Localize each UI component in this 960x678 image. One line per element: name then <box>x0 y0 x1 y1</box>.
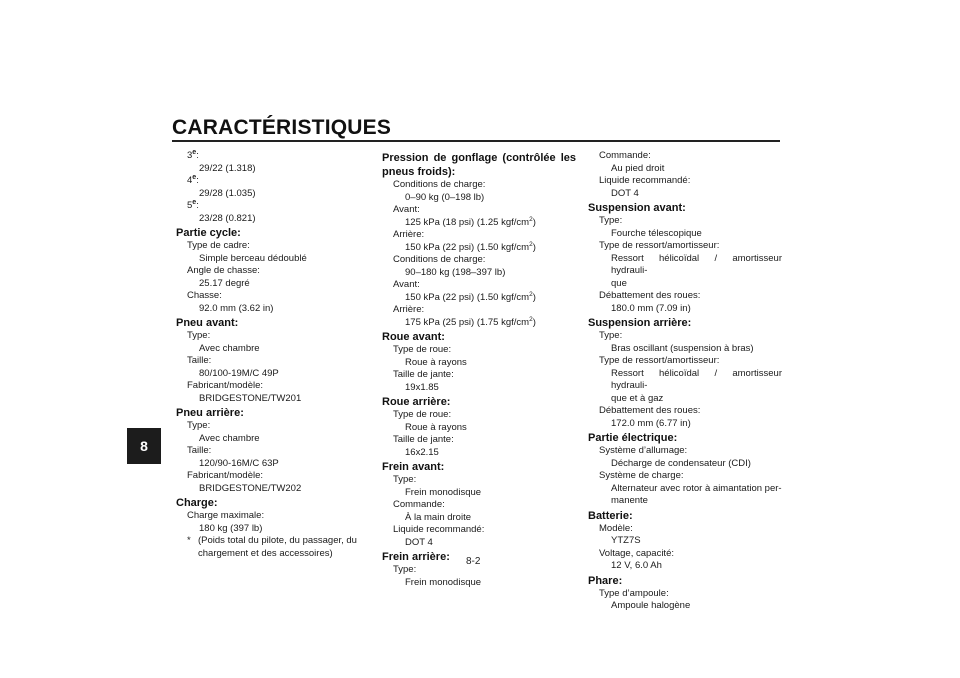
spec-label: Commande: <box>393 499 445 510</box>
section-heading-charge: Charge: <box>176 497 218 509</box>
spec-value: 180 kg (397 lb) <box>199 522 263 534</box>
spec-value-continuation: que <box>611 277 627 289</box>
spec-label: Type de roue: <box>393 344 452 355</box>
spec-label: Type: <box>599 330 623 341</box>
spec-value: 25.17 degré <box>199 277 250 289</box>
spec-label: Taille de jante: <box>393 369 454 380</box>
spec-value: Roue à rayons <box>405 421 467 433</box>
spec-value: Avec chambre <box>199 342 260 354</box>
spec-value: 92.0 mm (3.62 in) <box>199 302 274 314</box>
spec-label: Conditions de charge: <box>393 179 486 190</box>
spec-value: Simple berceau dédoublé <box>199 252 307 264</box>
spec-label: Type de ressort/amortisseur: <box>599 355 720 366</box>
section-heading-frein-avant: Frein avant: <box>382 461 445 473</box>
spec-value: Ressort hélicoïdal / amortisseur hydrauli- <box>611 367 782 391</box>
spec-value: Alternateur avec rotor à aimantation per- <box>611 482 782 494</box>
section-heading-roue-arriere: Roue arrière: <box>382 396 451 408</box>
spec-value: À la main droite <box>405 511 472 523</box>
spec-label: Type: <box>187 420 211 431</box>
spec-label: Taille de jante: <box>393 434 454 445</box>
spec-value: 125 kPa (18 psi) (1.25 kgf/$cm^2$) <box>405 215 536 228</box>
gear-5-label: 5e: <box>187 198 199 211</box>
spec-value: 16x2.15 <box>405 446 439 458</box>
section-heading-suspension-avant: Suspension avant: <box>588 202 686 214</box>
spec-label: Type: <box>393 474 417 485</box>
gear-3-label: 3e: <box>187 148 199 161</box>
spec-value: Frein monodisque <box>405 576 482 588</box>
spec-value: 150 kPa (22 psi) (1.50 kgf/$cm^2$) <box>405 290 536 303</box>
spec-label: Chasse: <box>187 290 222 301</box>
spec-label: Avant: <box>393 204 420 215</box>
spec-value: 80/100-19M/C 49P <box>199 367 279 379</box>
page-number: 8-2 <box>466 556 481 567</box>
spec-value: 120/90-16M/C 63P <box>199 457 279 469</box>
spec-value: Ressort hélicoïdal / amortisseur hydrauli- <box>611 252 782 276</box>
spec-column-1 <box>176 150 366 560</box>
spec-label: Type d’ampoule: <box>599 587 669 599</box>
spec-label: Système de charge: <box>599 470 684 481</box>
spec-value: DOT 4 <box>611 187 639 199</box>
section-heading-partie-cycle: Partie cycle: <box>176 227 241 239</box>
title-rule <box>172 140 780 142</box>
spec-value: Frein monodisque <box>405 486 482 498</box>
spec-column-3 <box>588 150 782 613</box>
spec-value: YTZ7S <box>611 535 641 546</box>
spec-value: 180.0 mm (7.09 in) <box>611 302 691 314</box>
page-title: CARACTÉRISTIQUES <box>172 116 392 139</box>
spec-label: Taille: <box>187 445 212 456</box>
spec-value: 0–90 kg (0–198 lb) <box>405 191 485 203</box>
spec-label: Taille: <box>187 355 212 366</box>
spec-value: 150 kPa (22 psi) (1.50 kgf/$cm^2$) <box>405 240 536 253</box>
spec-label: Arrière: <box>393 229 425 240</box>
spec-label: Commande: <box>599 150 651 161</box>
gear-4-label: 4e: <box>187 173 199 186</box>
spec-label: Avant: <box>393 279 420 290</box>
gear-5-value: 23/28 (0.821) <box>199 212 256 224</box>
spec-label: Débattement des roues: <box>599 290 701 301</box>
spec-column-2 <box>382 150 576 589</box>
spec-value: 90–180 kg (198–397 lb) <box>405 266 506 278</box>
spec-value: Bras oscillant (suspension à bras) <box>611 342 754 354</box>
spec-label: Modèle: <box>599 522 633 534</box>
spec-label: Angle de chasse: <box>187 265 260 276</box>
spec-value: Roue à rayons <box>405 356 467 368</box>
spec-value: BRIDGESTONE/TW202 <box>199 482 302 494</box>
spec-value: Avec chambre <box>199 432 260 444</box>
spec-label: Conditions de charge: <box>393 254 486 265</box>
spec-label: Charge maximale: <box>187 510 265 521</box>
spec-value-continuation: que et à gaz <box>611 392 664 404</box>
spec-label: Liquide recommandé: <box>599 175 691 186</box>
spec-value: 172.0 mm (6.77 in) <box>611 417 691 429</box>
section-heading-phare: Phare: <box>588 574 623 587</box>
spec-label: Fabricant/modèle: <box>187 470 264 481</box>
section-heading-partie-electrique: Partie électrique: <box>588 432 678 444</box>
section-heading-suspension-arriere: Suspension arrière: <box>588 317 692 329</box>
spec-value: 19x1.85 <box>405 381 439 393</box>
spec-label: Type: <box>599 215 623 226</box>
section-heading-frein-arriere: Frein arrière: <box>382 551 450 563</box>
section-heading-roue-avant: Roue avant: <box>382 331 445 343</box>
gear-4-value: 29/28 (1.035) <box>199 187 256 199</box>
spec-value: Décharge de condensateur (CDI) <box>611 457 751 469</box>
spec-label: Type de roue: <box>393 409 452 420</box>
section-heading-batterie: Batterie: <box>588 509 633 522</box>
spec-value: DOT 4 <box>405 536 433 548</box>
footnote-continuation: chargement et des accessoires) <box>198 547 333 559</box>
spec-value: 175 kPa (25 psi) (1.75 kgf/$cm^2$) <box>405 315 536 328</box>
section-heading-pneu-arriere: Pneu arrière: <box>176 407 244 419</box>
spec-label: Arrière: <box>393 304 425 315</box>
spec-value: 12 V, 6.0 Ah <box>611 560 662 571</box>
spec-label: Liquide recommandé: <box>393 524 485 535</box>
spec-label: Débattement des roues: <box>599 405 701 416</box>
spec-label: Système d’allumage: <box>599 445 688 456</box>
spec-value: Ampoule halogène <box>611 600 691 611</box>
spec-value: BRIDGESTONE/TW201 <box>199 392 302 404</box>
spec-label: Type: <box>393 564 417 575</box>
section-heading-pression: Pression de gonflage (contrôlée les pneus froids): <box>382 152 576 178</box>
gear-3-value: 29/22 (1.318) <box>199 162 256 174</box>
spec-value: Fourche télescopique <box>611 227 702 239</box>
spec-label: Type de ressort/amortisseur: <box>599 240 720 251</box>
spec-label: Type: <box>187 330 211 341</box>
spec-label: Type de cadre: <box>187 240 250 251</box>
spec-value: Au pied droit <box>611 162 665 174</box>
spec-label: Voltage, capacité: <box>599 547 674 559</box>
chapter-tab: 8 <box>127 428 161 464</box>
footnote: * (Poids total du pilote, du passager, du <box>187 535 357 546</box>
section-heading-pneu-avant: Pneu avant: <box>176 317 239 329</box>
spec-value-continuation: manente <box>611 495 648 506</box>
spec-label: Fabricant/modèle: <box>187 380 264 391</box>
